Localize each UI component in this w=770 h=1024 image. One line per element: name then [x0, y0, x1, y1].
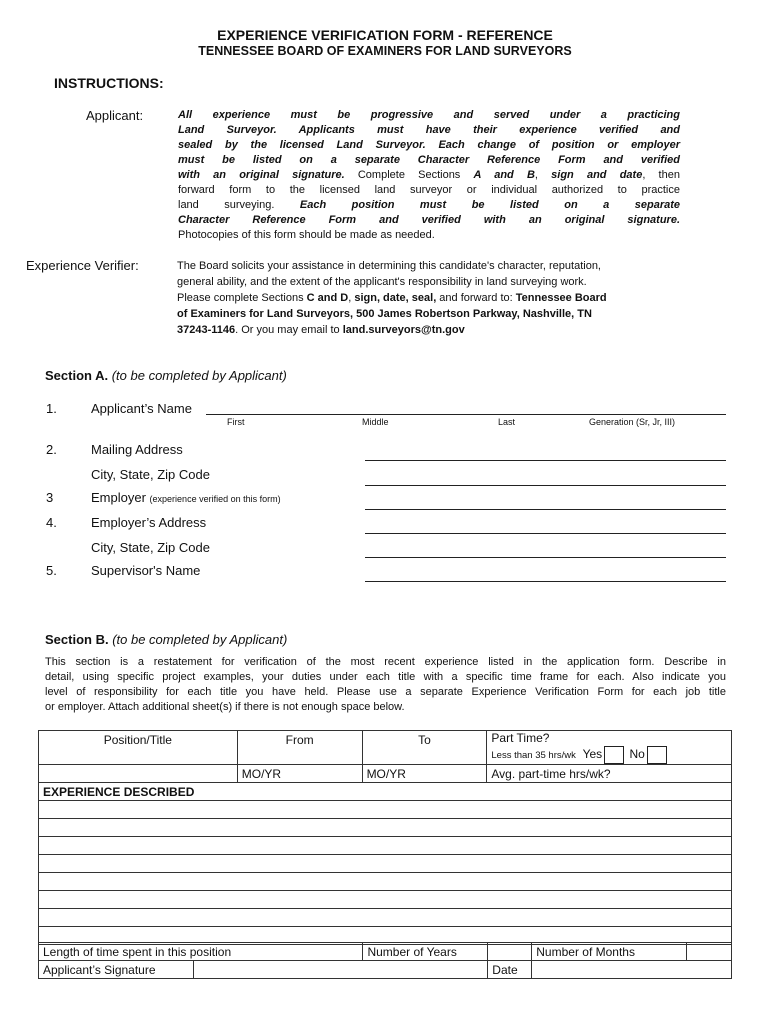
employer-address-field[interactable]: [365, 533, 726, 534]
email-link: land.surveyors@tn.gov: [342, 324, 465, 336]
description-line: or employer. Attach additional sheet(s) if there is not enough space below.: [45, 701, 405, 713]
experience-line[interactable]: [39, 873, 732, 891]
date-label: Date: [488, 961, 532, 979]
employer-city-state-zip-label: City, State, Zip Code: [91, 540, 210, 555]
part-time-cell: [487, 731, 732, 765]
verifier-line: of Examiners for Land Surveyors, 500 James Robertson Parkway, Nashville, TN: [177, 308, 592, 320]
employer-label: Employer (experience verified on this form): [91, 490, 281, 505]
applicant-signature-label: Applicant’s Signature: [39, 961, 194, 979]
applicant-instructions: [178, 108, 680, 243]
months-field[interactable]: [687, 943, 732, 961]
experience-line[interactable]: [39, 801, 732, 819]
time-signature-table: [38, 942, 732, 979]
employer-city-state-zip-field[interactable]: [365, 557, 726, 558]
position-title-header[interactable]: Position/Title: [39, 731, 238, 765]
no-label: No: [629, 747, 645, 762]
yes-checkbox[interactable]: [604, 746, 624, 764]
applicant-line: Photocopies of this form should be made as needed.: [178, 229, 435, 241]
experience-described-header: EXPERIENCE DESCRIBED: [39, 783, 732, 801]
applicant-line: forward form to the licensed land surveyor or individual authorized to practice: [178, 184, 680, 196]
number-of-months-label[interactable]: Number of Months: [532, 943, 687, 961]
years-field[interactable]: [488, 943, 532, 961]
name-part-generation: Generation (Sr, Jr, III): [589, 417, 676, 427]
applicant-name-label: Applicant’s Name: [91, 401, 192, 416]
applicant-line: Character Reference Form and verified with an original signature.: [178, 214, 680, 226]
experience-line[interactable]: [39, 891, 732, 909]
experience-line[interactable]: [39, 909, 732, 927]
employer-field[interactable]: [365, 509, 726, 510]
applicant-line: sealed by the licensed Land Surveyor. Each change of position or employer: [178, 139, 680, 151]
experience-table: [38, 730, 732, 945]
verifier-line: 37243-1146. Or you may email to land.surveyors@tn.gov: [177, 324, 465, 336]
applicant-line: land surveying. Each position must be listed on a separate: [178, 199, 680, 211]
description-line: This section is a restatement for verification of the most recent experience listed in the application form. Describe in: [45, 656, 726, 668]
applicant-line: Land Surveyor. Applicants must have their experience verified and: [178, 124, 680, 136]
applicant-line: with an original signature. Complete Sections A and B, sign and date, then: [178, 169, 680, 181]
applicant-label: Applicant:: [86, 108, 144, 123]
applicant-signature-field[interactable]: [193, 961, 487, 979]
part-time-label: Part Time?: [491, 731, 550, 745]
from-field[interactable]: MO/YR: [237, 765, 362, 783]
length-of-time-label: Length of time spent in this position: [39, 943, 363, 961]
number-of-years-label[interactable]: Number of Years: [363, 943, 488, 961]
name-part-last: Last: [498, 417, 516, 427]
yes-label: Yes: [582, 747, 603, 762]
description-line: detail, using specific project examples, your duties under each title with a specific time frame for each. Also indicate you: [45, 671, 726, 683]
employer-address-label: Employer’s Address: [91, 515, 207, 530]
verifier-line: The Board solicits your assistance in determining this candidate's character, reputation,: [177, 260, 601, 272]
description-line: level of responsibility for each title you have held. Please use a separate Experience Verification Form for each job title: [45, 686, 726, 698]
city-state-zip-label: City, State, Zip Code: [91, 467, 210, 482]
date-field[interactable]: [532, 961, 732, 979]
applicant-line: must be listed on a separate Character Reference Form and verified: [178, 154, 680, 166]
applicant-line: All experience must be progressive and served under a practicing: [178, 109, 680, 121]
item-number: 3: [46, 490, 54, 505]
to-header[interactable]: To: [362, 731, 487, 765]
position-title-field[interactable]: [39, 765, 238, 783]
name-part-middle: Middle: [362, 417, 389, 427]
item-number: 4.: [46, 515, 57, 530]
from-header[interactable]: From: [237, 731, 362, 765]
experience-line[interactable]: [39, 819, 732, 837]
form-title: EXPERIENCE VERIFICATION FORM - REFERENCE: [217, 27, 553, 43]
to-field[interactable]: MO/YR: [362, 765, 487, 783]
supervisor-name-label: Supervisor's Name: [91, 563, 201, 578]
item-number: 2.: [46, 442, 57, 457]
less-than-label: Less than 35 hrs/wk: [491, 750, 576, 762]
section-b-description: [45, 655, 726, 715]
supervisor-name-field[interactable]: [365, 581, 726, 582]
instructions-heading: INSTRUCTIONS:: [54, 75, 164, 91]
item-number: 1.: [46, 401, 57, 416]
name-part-first: First: [227, 417, 245, 427]
verifier-line: general ability, and the extent of the applicant's responsibility in land surveying work.: [177, 276, 587, 288]
avg-part-time-field[interactable]: Avg. part-time hrs/wk?: [487, 765, 732, 783]
applicant-name-field[interactable]: [206, 414, 726, 415]
verifier-instructions: [177, 258, 687, 338]
city-state-zip-field[interactable]: [365, 485, 726, 486]
section-a-heading: Section A. (to be completed by Applicant): [45, 368, 287, 383]
section-b-heading: Section B. (to be completed by Applicant): [45, 632, 288, 647]
no-checkbox[interactable]: [647, 746, 667, 764]
experience-line[interactable]: [39, 837, 732, 855]
experience-line[interactable]: [39, 855, 732, 873]
verifier-line: Please complete Sections C and D, sign, date, seal, and forward to: Tennessee Board: [177, 292, 607, 304]
verifier-label: Experience Verifier:: [26, 258, 139, 273]
mailing-address-field[interactable]: [365, 460, 726, 461]
form-subtitle: TENNESSEE BOARD OF EXAMINERS FOR LAND SURVEYORS: [198, 44, 572, 58]
mailing-address-label: Mailing Address: [91, 442, 183, 457]
item-number: 5.: [46, 563, 57, 578]
